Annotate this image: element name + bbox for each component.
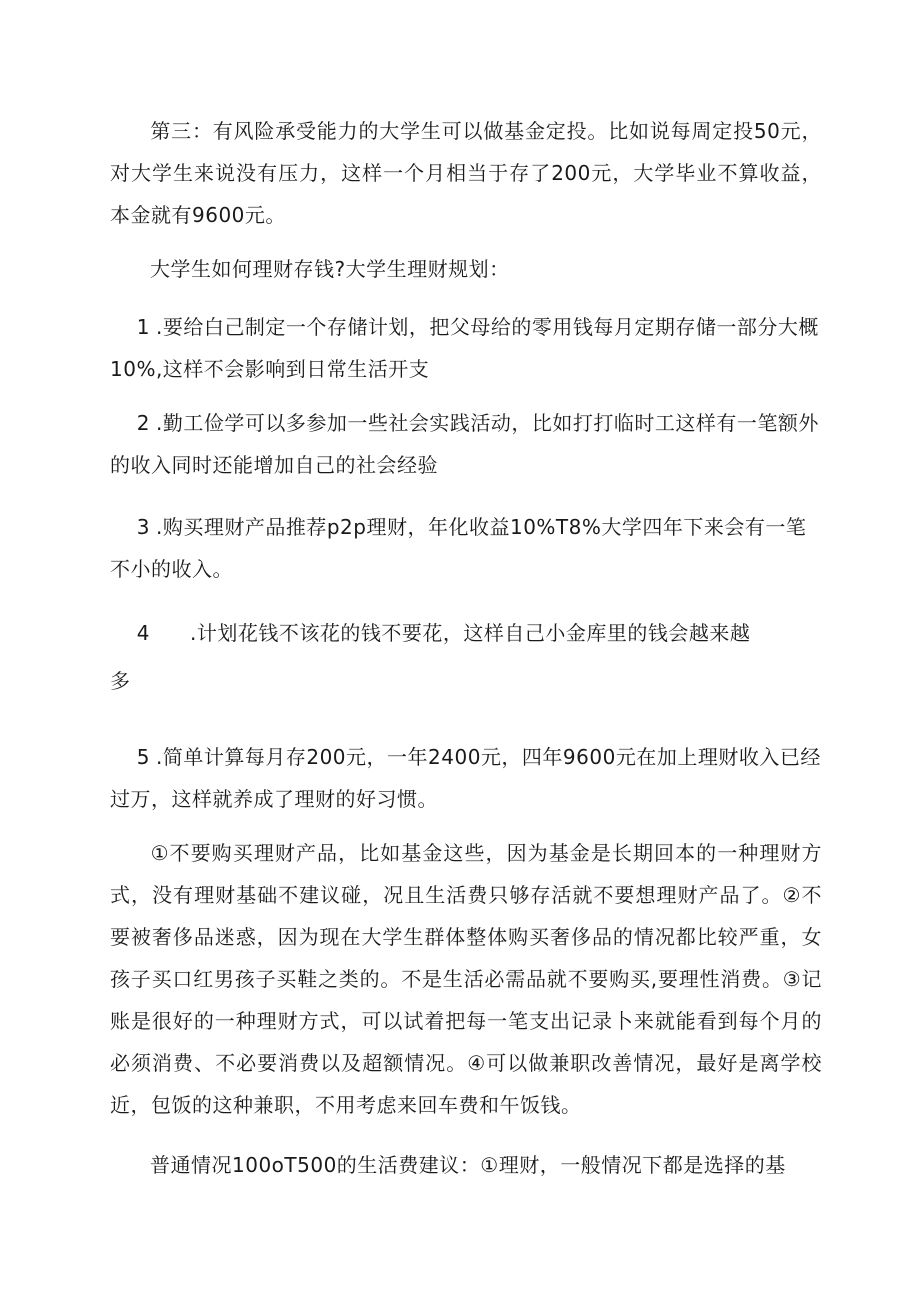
paragraph-fund-investment xyxy=(110,110,822,236)
section-heading xyxy=(110,248,822,290)
paragraph-text: 第三：有风险承受能力的大学生可以做基金定投。比如说每周定投50元，对大学生来说没有压力，这样一个月相当于存了200元，大学毕业不算收益，本金就有9600元。 xyxy=(110,119,822,227)
list-item-text: .购买理财产品推荐p2p理财，年化收益10%T8%大学四年下来会有一笔不小的收入。 xyxy=(110,515,807,581)
list-item xyxy=(110,736,822,820)
list-item-number: 1 xyxy=(136,315,150,339)
list-item-number: 4 xyxy=(136,621,150,645)
list-item-text: .简单计算每月存200元，一年2400元，四年9600元在加上理财收入已经过万，这样就养成了理财的好习惯。 xyxy=(110,745,821,811)
heading-text: 大学生如何理财存钱?大学生理财规划： xyxy=(150,257,510,281)
list-item-line xyxy=(110,612,750,654)
list-item xyxy=(110,306,822,390)
list-item-text: .计划花钱不该花的钱不要花，这样自己小金库里的钱会越来越 xyxy=(190,621,751,645)
list-item-number: 5 xyxy=(136,745,150,769)
list-item-line xyxy=(110,660,131,702)
list-item-text-continued: 多 xyxy=(110,669,131,693)
paragraph-tips xyxy=(110,832,822,1126)
paragraph-text: ①不要购买理财产品，比如基金这些，因为基金是长期回本的一种理财方式，没有理财基础不建议碰，况且生活费只够存活就不要想理财产品了。②不要被奢侈品迷惑，因为现在大学生群体整体购买奢侈品的情况都比较严重，女孩子买口红男孩子买鞋之类的。不是生活必需品就不要购买,要理性消费。③记账是很好的一种理财方式，可以试着把每一笔支出记录卜来就能看到每个月的必须消费、不必要消费以及超额情况。④可以做兼职改善情况，最好是离学校近，包饭的这种兼职，不用考虑来回车费和午饭钱。 xyxy=(110,841,822,1117)
list-item-number: 2 xyxy=(136,411,150,435)
paragraph-living-expenses xyxy=(110,1144,822,1186)
list-item-text: .勤工俭学可以多参加一些社会实践活动，比如打打临时工这样有一笔额外的收入同时还能增加自己的社会经验 xyxy=(110,411,819,477)
list-item-number: 3 xyxy=(136,515,150,539)
paragraph-text: 普通情况100oT500的生活费建议：①理财，一般情况下都是选择的基 xyxy=(150,1153,786,1177)
list-item xyxy=(110,506,822,590)
list-item-text: .要给白己制定一个存储计划，把父母给的零用钱每月定期存储一部分大概10%,这样不会影响到日常生活开支 xyxy=(110,315,819,381)
list-item xyxy=(110,402,822,486)
